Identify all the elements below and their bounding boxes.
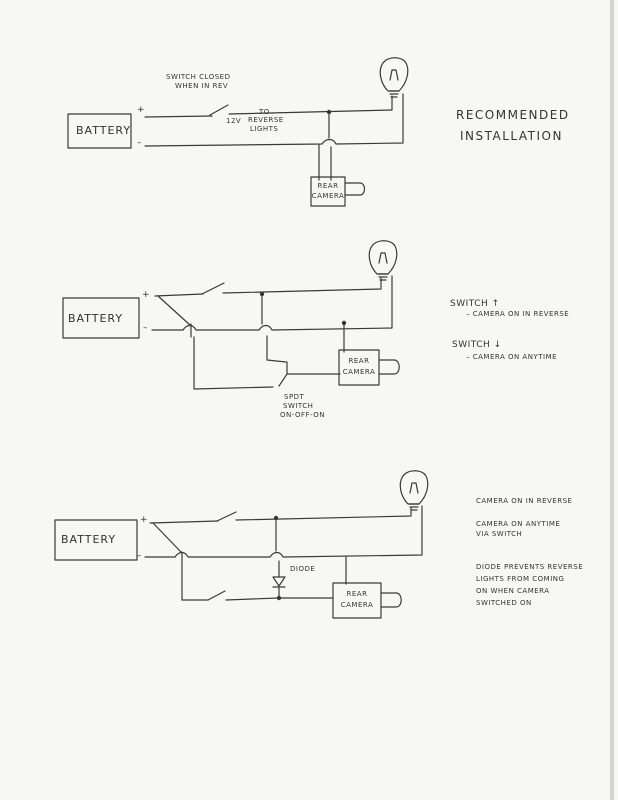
d1-minus-sign: – — [137, 138, 142, 148]
d1-switch-note-line-2: WHEN IN REV — [175, 82, 229, 90]
camera-1-label-line-1: REAR — [317, 182, 339, 190]
camera-1-label-line-2: CAMERA — [311, 192, 345, 200]
lamp-2 — [369, 241, 396, 280]
d3-bottom-wire-left — [182, 552, 208, 600]
d1-lights-note-to: TO — [259, 108, 270, 116]
d2-junction-a — [260, 292, 263, 295]
d3-junction-b — [277, 596, 280, 599]
battery-2-label: BATTERY — [68, 312, 124, 325]
d1-plus-sign: + — [137, 105, 146, 115]
d2-bottom-wire — [194, 337, 273, 389]
d3-note-3-line-3: ON WHEN CAMERA — [476, 587, 550, 595]
d2-spdt-switch — [279, 362, 287, 386]
camera-2-label-line-2: CAMERA — [342, 368, 376, 376]
d3-note-3-line-4: SWITCHED ON — [476, 599, 532, 607]
d1-positive-wire-left — [145, 116, 212, 117]
d2-minus-sign: – — [143, 323, 148, 333]
d3-positive-wire-right — [236, 508, 411, 520]
d2-spdt-note-line-1: SPDT — [284, 393, 305, 401]
d3-diode-label: DIODE — [290, 565, 316, 573]
d3-diode-symbol — [273, 577, 285, 586]
camera-3-lens — [381, 593, 401, 607]
d3-plus-sign: + — [140, 515, 149, 525]
d2-positive-wire-left — [155, 294, 203, 296]
d3-crossover — [153, 523, 181, 552]
battery-3-label: BATTERY — [61, 533, 117, 546]
lamp-1 — [380, 58, 407, 97]
d2-mid-lower — [267, 336, 286, 362]
d1-junction — [327, 110, 330, 113]
d1-reverse-switch — [210, 105, 228, 115]
d3-junction-a — [274, 516, 277, 519]
lamp-3 — [400, 471, 427, 510]
d2-reverse-switch — [202, 283, 224, 294]
d3-note-1-line-1: CAMERA ON IN REVERSE — [476, 497, 573, 505]
d3-minus-sign: – — [137, 551, 142, 561]
d3-note-2-line-2: VIA SWITCH — [476, 530, 523, 538]
d3-note-3-line-1: DIODE PREVENTS REVERSE — [476, 563, 584, 571]
d1-positive-wire-right — [229, 110, 392, 114]
d2-note-down-title: SWITCH ↓ — [452, 340, 502, 350]
d2-spdt-note-line-2: SWITCH — [283, 402, 314, 410]
d3-positive-wire-left — [150, 521, 218, 523]
d3-camera-switch — [208, 591, 225, 600]
d2-spdt-note-line-3: ON-OFF-ON — [280, 411, 325, 419]
camera-1-lens — [345, 183, 365, 195]
d3-reverse-switch — [217, 512, 236, 521]
d2-note-up-detail: – CAMERA ON IN REVERSE — [466, 310, 570, 318]
d1-lights-note-lights: LIGHTS — [250, 125, 279, 133]
camera-3-label-line-2: CAMERA — [340, 601, 374, 609]
d2-note-down-detail: – CAMERA ON ANYTIME — [466, 353, 558, 361]
d2-ground-wire — [152, 276, 392, 330]
d2-crossover — [158, 296, 190, 325]
d2-junction-b — [342, 321, 345, 324]
d2-positive-wire-right — [223, 278, 381, 293]
d3-note-2-line-1: CAMERA ON ANYTIME — [476, 520, 561, 528]
d1-lights-note-reverse: REVERSE — [248, 116, 284, 124]
d1-title-line-1: RECOMMENDED — [456, 108, 570, 122]
d1-switch-note-line-1: SWITCH CLOSED — [166, 73, 231, 81]
battery-1-label: BATTERY — [76, 124, 132, 137]
d1-title-line-2: INSTALLATION — [460, 129, 563, 143]
camera-2-label-line-1: REAR — [348, 357, 370, 365]
d2-note-up-title: SWITCH ↑ — [450, 299, 500, 309]
d1-lights-note-12v: 12V — [226, 117, 242, 125]
camera-3-label-line-1: REAR — [346, 590, 368, 598]
camera-2-lens — [379, 360, 399, 374]
d3-note-3-line-2: LIGHTS FROM COMING — [476, 575, 565, 583]
d2-plus-sign: + — [142, 290, 151, 300]
d3-ground-wire — [145, 506, 422, 557]
